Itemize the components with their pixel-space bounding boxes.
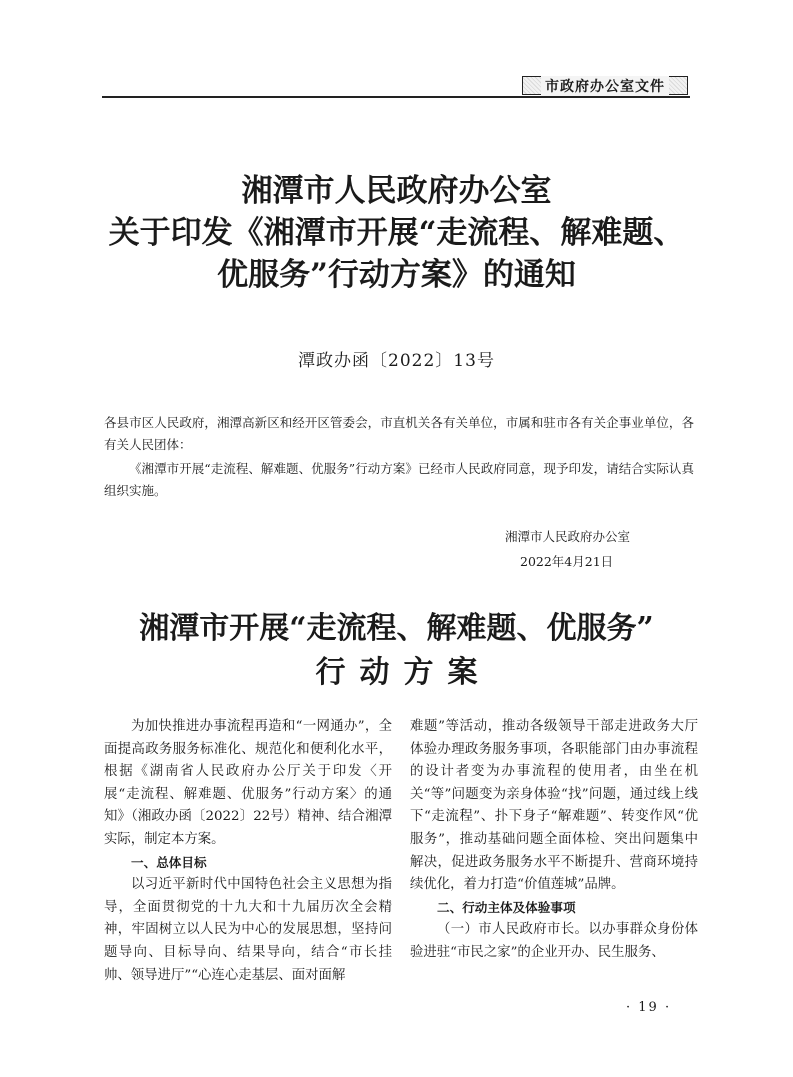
plan-title <box>60 607 733 695</box>
page-number: · 19 · <box>626 1000 672 1015</box>
paragraph: 难题”等活动，推动各级领导干部走进政务大厅体验办理政务服务事项，各职能部门由办事流程的设计者变为办事流程的使用者，由坐在机关“等”问题变为亲身体验“找”问题，通过线上线下“走流程”、扑下身子“解难题”、转变作风“优服务”，推动基础问题全面体检、突出问题集中解决，促进政务服务水平不断提升、营商环境持续优化，着力打造“价值莲城”品牌。 <box>410 719 698 893</box>
plan-title-line2: 行动方案 <box>315 655 492 690</box>
header-tag <box>522 76 688 95</box>
notice-title-line2: 关于印发《湘潭市开展“走流程、解难题、 <box>108 215 685 251</box>
header-rule <box>102 96 690 98</box>
left-column <box>104 716 392 987</box>
section-heading: 二、行动主体及体验事项 <box>437 899 576 915</box>
notice-title-line3: 优服务”行动方案》的通知 <box>217 257 576 293</box>
section-heading: 一、总体目标 <box>131 854 207 870</box>
signature-organization: 湘潭市人民政府办公室 <box>505 529 631 544</box>
paragraph: 为加快推进办事流程再造和“一网通办”，全面提高政务服务标准化、规范化和便利化水平，根据《湖南省人民政府办公厅关于印发〈开展“走流程、解难题、优服务”行动方案〉的通知》（湘政办函〔2022〕22号）精神、结合湘潭实际，制定本方案。 <box>104 719 392 847</box>
signature-date: 2022年4月21日 <box>520 554 614 569</box>
document-number: 潭政办函〔2022〕13号 <box>298 351 495 371</box>
right-column <box>410 716 698 965</box>
header-tag-label: 市政府办公室文件 <box>541 76 669 96</box>
plan-title-line1: 湘潭市开展“走流程、解难题、优服务” <box>139 611 654 646</box>
notice-body: 《湘潭市开展“走流程、解难题、优服务”行动方案》已经市人民政府同意，现予印发，请结合实际认真组织实施。 <box>104 461 694 498</box>
paragraph: （一）市人民政府市长。以办事群众身份体验进驻“市民之家”的企业开办、民生服务、 <box>410 922 698 960</box>
notice-title <box>60 170 733 296</box>
paragraph: 以习近平新时代中国特色社会主义思想为指导，全面贯彻党的十九大和十九届历次全会精神，牢固树立以人民为中心的发展思想，坚持问题导向、目标导向、结果导向，结合“市长挂帅、领导进厅”“心连心走基层、面对面解 <box>104 877 392 983</box>
notice-title-line1: 湘潭市人民政府办公室 <box>241 173 552 209</box>
addressee: 各县市区人民政府，湘潭高新区和经开区管委会，市直机关各有关单位，市属和驻市各有关企事业单位，各有关人民团体： <box>104 415 694 452</box>
